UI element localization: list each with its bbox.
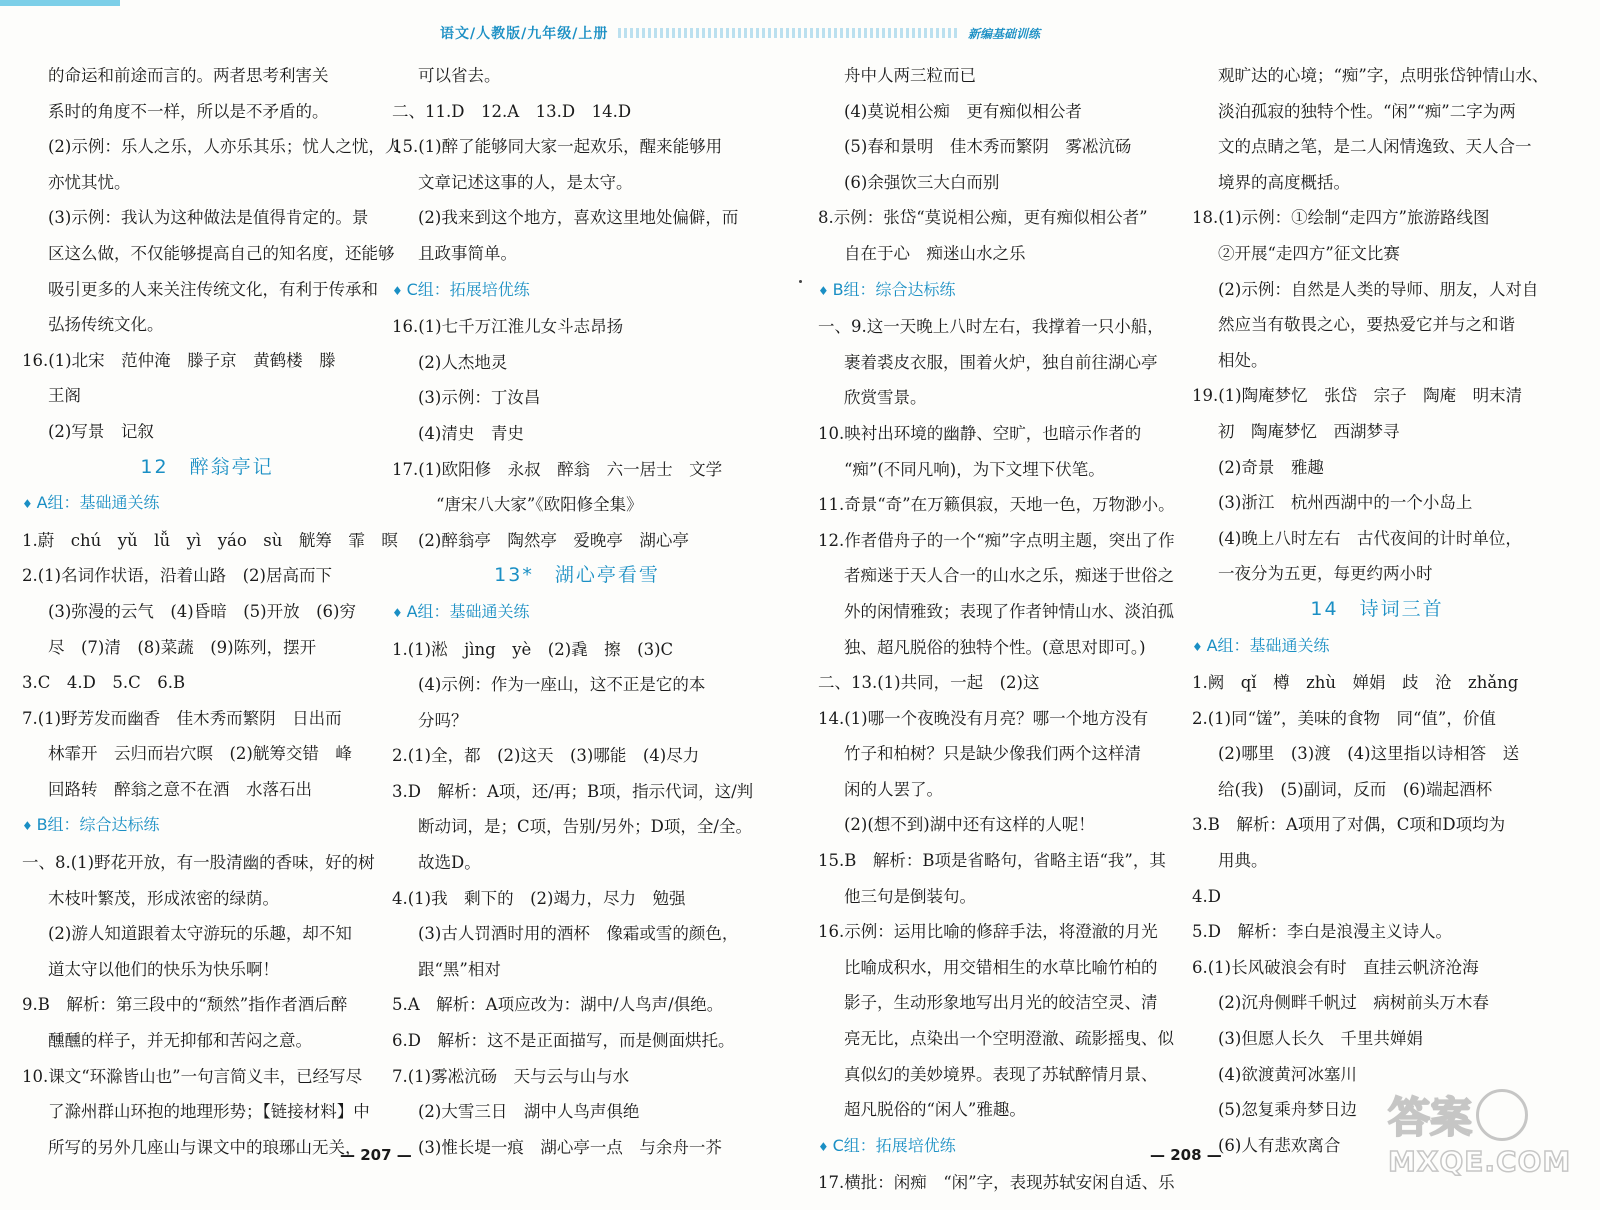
column-4 bbox=[1192, 58, 1562, 1163]
answer-line: 故选D。 bbox=[418, 853, 481, 873]
exercise-group-heading: ♦ C组：拓展培优练 bbox=[392, 272, 762, 310]
answer-line: 10.映衬出环境的幽静、空旷，也暗示作者的 bbox=[818, 423, 1142, 443]
answer-line: (4)示例：作为一座山，这不正是它的本 bbox=[418, 675, 706, 695]
answer-line: 欣赏雪景。 bbox=[844, 388, 927, 408]
answer-line: (2)醉翁亭 陶然亭 爱晚亭 湖心亭 bbox=[418, 530, 689, 550]
lesson-title: 12 醉翁亭记 bbox=[140, 455, 274, 478]
column-1 bbox=[22, 58, 402, 1165]
answer-line: 淡泊孤寂的独特个性。“闲”“痴”二字为两 bbox=[1218, 101, 1516, 121]
exercise-group-heading: ♦ A组：基础通关练 bbox=[392, 594, 762, 632]
answer-line: 给(我) (5)副词，反而 (6)端起酒杯 bbox=[1218, 779, 1493, 799]
answer-line: 2.(1)同“馐”，美味的食物 同“值”，价值 bbox=[1192, 708, 1496, 728]
exercise-group-heading: ♦ B组：综合达标练 bbox=[22, 807, 392, 845]
answer-line: 弘扬传统文化。 bbox=[48, 315, 164, 335]
answer-line: 16.示例：运用比喻的修辞手法，将澄澈的月光 bbox=[818, 922, 1158, 942]
answer-line: 10.课文“环滁皆山也”一句言简义丰，已经写尽 bbox=[22, 1066, 363, 1086]
answer-line: 超凡脱俗的“闲人”雅趣。 bbox=[844, 1100, 1026, 1120]
page-number-right: — 208 — bbox=[1150, 1146, 1222, 1164]
header-series: 新编基础训练 bbox=[967, 26, 1040, 41]
answer-line: 裹着裘皮衣服，围着火炉，独自前往湖心亭 bbox=[844, 352, 1158, 372]
answer-line: 观旷达的心境；“痴”字，点明张岱钟情山水、 bbox=[1218, 66, 1549, 85]
answer-line: (2)我来到这个地方，喜欢这里地处偏僻，而 bbox=[418, 208, 739, 228]
answer-line: (5)春和景明 佳木秀而繁阴 雾凇沆砀 bbox=[844, 137, 1132, 157]
answer-line: 1.(1)淞 jìng yè (2)毳 擦 (3)C bbox=[392, 639, 674, 659]
answer-line: 比喻成积水，用交错相生的水草比喻竹柏的 bbox=[844, 957, 1158, 977]
answer-line: 11.奇景“奇”在万籁俱寂，天地一色，万物渺小。 bbox=[818, 495, 1175, 515]
answer-line: 一夜分为五更，每更约两小时 bbox=[1218, 564, 1433, 584]
answer-line: 境界的高度概括。 bbox=[1218, 172, 1350, 192]
answer-line: 9.B 解析：第三段中的“颓然”指作者酒后醉 bbox=[22, 995, 348, 1015]
answer-line: (3)但愿人长久 千里共婵娟 bbox=[1218, 1029, 1423, 1049]
answer-line: 系时的角度不一样，所以是不矛盾的。 bbox=[48, 101, 329, 121]
answer-line: 断动词，是；C项，告别/另外；D项，全/全。 bbox=[418, 817, 752, 837]
answer-line: ②开展“走四方”征文比赛 bbox=[1218, 243, 1400, 263]
answer-line: 尽 (7)清 (8)菜蔬 (9)陈列，摆开 bbox=[48, 637, 317, 657]
answer-line: 文的点睛之笔，是二人闲情逸致、天人合一 bbox=[1218, 137, 1532, 157]
answer-line: 用典。 bbox=[1218, 851, 1268, 871]
answer-line: “唐宋八大家”《欧阳修全集》 bbox=[436, 495, 643, 515]
answer-line: 文章记述这事的人，是太守。 bbox=[418, 172, 633, 192]
answer-line: 相处。 bbox=[1218, 350, 1268, 370]
answer-line: (4)清史 青史 bbox=[418, 423, 524, 443]
answer-line: (2)奇景 雅趣 bbox=[1218, 457, 1324, 477]
answer-line: (2)沉舟侧畔千帆过 病树前头万木春 bbox=[1218, 993, 1489, 1013]
answer-line: 4.D bbox=[1192, 886, 1221, 906]
answer-line: 亦忧其忧。 bbox=[48, 172, 131, 192]
page-number-left: — 207 — bbox=[340, 1146, 412, 1164]
answer-line: 5.D 解析：李白是浪漫主义诗人。 bbox=[1192, 922, 1452, 942]
answer-line: (3)惟长堤一痕 湖心亭一点 与余舟一芥 bbox=[418, 1137, 722, 1157]
answer-line: 7.(1)雾凇沆砀 天与云与山与水 bbox=[392, 1066, 630, 1086]
answer-line: 跟“黑”相对 bbox=[418, 959, 501, 979]
answer-line: (2)示例：自然是人类的导师、朋友，人对自 bbox=[1218, 279, 1539, 299]
answer-line: 17.横批：闲痴 “闲”字，表现苏轼安闲自适、乐 bbox=[818, 1173, 1175, 1193]
answer-line: 7.(1)野芳发而幽香 佳木秀而繁阴 日出而 bbox=[22, 708, 342, 728]
column-3 bbox=[818, 58, 1188, 1201]
lesson-title: 14 诗词三首 bbox=[1310, 597, 1444, 620]
answer-line: 舟中人两三粒而已 bbox=[844, 66, 976, 85]
answer-line: “痴”(不同凡响)，为下文埋下伏笔。 bbox=[844, 459, 1105, 479]
answer-line: 2.(1)全，都 (2)这天 (3)哪能 (4)尽力 bbox=[392, 746, 700, 766]
answer-line: 竹子和柏树？只是缺少像我们两个这样清 bbox=[844, 744, 1141, 764]
answer-line: 3.C 4.D 5.C 6.B bbox=[22, 673, 186, 693]
answer-line: 真似幻的美妙境界。表现了苏轼醉情月景、 bbox=[844, 1064, 1158, 1084]
answer-line: 且政事简单。 bbox=[418, 243, 517, 263]
answer-line: 17.(1)欧阳修 永叔 醉翁 六一居士 文学 bbox=[392, 459, 723, 479]
answer-line: (4)欲渡黄河冰塞川 bbox=[1218, 1064, 1357, 1084]
answer-line: 王阁 bbox=[48, 386, 81, 406]
answer-line: (3)弥漫的云气 (4)昏暗 (5)开放 (6)穷 bbox=[48, 601, 356, 621]
answer-line: 然应当有敬畏之心，要热爱它并与之和谐 bbox=[1218, 315, 1515, 335]
answer-line: (2)(想不到)湖中还有这样的人呢！ bbox=[844, 815, 1095, 835]
answer-line: 他三句是倒装句。 bbox=[844, 886, 976, 906]
answer-line: 15.(1)醉了能够同大家一起欢乐，醒来能够用 bbox=[392, 137, 723, 157]
answer-line: (2)大雪三日 湖中人鸟声俱绝 bbox=[418, 1102, 640, 1122]
answer-line: 8.示例：张岱“莫说相公痴，更有痴似相公者” bbox=[818, 208, 1148, 228]
answer-line: 木枝叶繁茂，形成浓密的绿荫。 bbox=[48, 888, 279, 908]
lesson-title: 13* 湖心亭看雪 bbox=[494, 564, 660, 587]
answer-line: 所写的另外几座山与课文中的琅琊山无关， bbox=[48, 1137, 362, 1157]
answer-line: 14.(1)哪一个夜晚没有月亮？哪一个地方没有 bbox=[818, 708, 1149, 728]
answer-line: (5)忽复乘舟梦日边 bbox=[1218, 1100, 1357, 1120]
answer-line: 3.B 解析：A项用了对偶，C项和D项均为 bbox=[1192, 815, 1506, 835]
answer-line: (3)示例：丁汝昌 bbox=[418, 388, 541, 408]
answer-line: 1.阙 qǐ 樽 zhù 婵娟 歧 沧 zhǎng bbox=[1192, 673, 1519, 693]
answer-line: (3)浙江 杭州西湖中的一个小岛上 bbox=[1218, 493, 1473, 513]
answer-line: 回路转 醉翁之意不在酒 水落石出 bbox=[48, 779, 312, 799]
answer-line: (2)人杰地灵 bbox=[418, 352, 508, 372]
column-2 bbox=[392, 58, 762, 1165]
answer-line: 亮无比，点染出一个空明澄澈、疏影摇曳、似 bbox=[844, 1029, 1174, 1049]
answer-line: 16.(1)北宋 范仲淹 滕子京 黄鹤楼 滕 bbox=[22, 350, 336, 370]
answer-line: 了滁州群山环抱的地理形势；【链接材料】中 bbox=[48, 1102, 370, 1122]
exercise-group-heading: ♦ B组：综合达标练 bbox=[818, 272, 1188, 310]
answer-line: (2)示例：乐人之乐，人亦乐其乐；忧人之忧，人 bbox=[48, 137, 402, 157]
watermark-logo-text: 答案 bbox=[1388, 1093, 1473, 1142]
answer-line: 可以省去。 bbox=[418, 66, 501, 85]
answer-line: 6.D 解析：这不是正面描写，而是侧面烘托。 bbox=[392, 1031, 735, 1051]
answer-line: (2)游人知道跟着太守游玩的乐趣，却不知 bbox=[48, 924, 352, 944]
answer-line: 分吗？ bbox=[418, 710, 468, 730]
answer-line: 二、13.(1)共同，一起 (2)这 bbox=[818, 673, 1040, 693]
answer-line: 的命运和前途而言的。两者思考利害关 bbox=[48, 66, 329, 85]
answer-line: 12.作者借舟子的一个“痴”字点明主题，突出了作 bbox=[818, 530, 1175, 550]
top-decor-bar bbox=[0, 0, 120, 6]
answer-line: 闲的人罢了。 bbox=[844, 779, 943, 799]
header-subject: 语文/人教版/九年级/上册 bbox=[440, 26, 609, 42]
answer-line: 道太守以他们的快乐为快乐啊！ bbox=[48, 959, 279, 979]
answer-line: 4.(1)我 剩下的 (2)竭力，尽力 勉强 bbox=[392, 888, 686, 908]
header-divider bbox=[618, 28, 958, 38]
answer-line: 醺醺的样子，并无抑郁和苦闷之意。 bbox=[48, 1031, 312, 1051]
answer-line: 自在于心 痴迷山水之乐 bbox=[844, 243, 1026, 263]
answer-line: 外的闲情雅致；表现了作者钟情山水、淡泊孤 bbox=[844, 601, 1174, 621]
page-spine-mark bbox=[799, 280, 802, 283]
answer-line: 6.(1)长风破浪会有时 直挂云帆济沧海 bbox=[1192, 957, 1479, 977]
answer-line: 19.(1)陶庵梦忆 张岱 宗子 陶庵 明末清 bbox=[1192, 386, 1523, 406]
answer-line: (3)古人罚酒时用的酒杯 像霜或雪的颜色， bbox=[418, 924, 739, 944]
answer-line: (4)晚上八时左右 古代夜间的计时单位， bbox=[1218, 528, 1522, 548]
answer-line: 者痴迷于天人合一的山水之乐，痴迷于世俗之 bbox=[844, 566, 1174, 586]
answer-line: 吸引更多的人来关注传统文化，有利于传承和 bbox=[48, 279, 378, 299]
answer-line: 15.B 解析：B项是省略句，省略主语“我”，其 bbox=[818, 851, 1166, 871]
answer-line: 18.(1)示例：①绘制“走四方”旅游路线图 bbox=[1192, 208, 1490, 228]
answer-line: 区这么做，不仅能够提高自己的知名度，还能够 bbox=[48, 243, 395, 263]
answer-line: (4)莫说相公痴 更有痴似相公者 bbox=[844, 101, 1082, 121]
answer-line: 1.蔚 chú yǔ lǚ yì yáo sù 觥筹 霏 暝 bbox=[22, 530, 398, 550]
exercise-group-heading: ♦ A组：基础通关练 bbox=[22, 485, 392, 523]
answer-line: (2)写景 记叙 bbox=[48, 421, 154, 441]
answer-line: 影子，生动形象地写出月光的皎洁空灵、清 bbox=[844, 993, 1158, 1013]
answer-line: (6)余强饮三大白而别 bbox=[844, 172, 1000, 192]
running-header bbox=[440, 22, 1040, 44]
answer-line: 一、8.(1)野花开放，有一股清幽的香味，好的树 bbox=[22, 853, 375, 873]
exercise-group-heading: ♦ A组：基础通关练 bbox=[1192, 628, 1562, 666]
answer-line: 初 陶庵梦忆 西湖梦寻 bbox=[1218, 421, 1400, 441]
answer-line: 5.A 解析：A项应改为：湖中/人鸟声/俱绝。 bbox=[392, 995, 724, 1015]
answer-line: 林霏开 云归而岩穴暝 (2)觥筹交错 峰 bbox=[48, 744, 352, 764]
answer-line: 2.(1)名词作状语，沿着山路 (2)居高而下 bbox=[22, 566, 332, 586]
answer-line: 16.(1)七千万江淮儿女斗志昂扬 bbox=[392, 317, 624, 337]
watermark-url: MXQE.COM bbox=[1388, 1145, 1572, 1178]
answer-line: 独、超凡脱俗的独特个性。(意思对即可。) bbox=[844, 637, 1146, 657]
answer-line: (6)人有悲欢离合 bbox=[1218, 1135, 1341, 1155]
answer-line: 二、11.D 12.A 13.D 14.D bbox=[392, 101, 632, 121]
answer-line: (2)哪里 (3)渡 (4)这里指以诗相答 送 bbox=[1218, 744, 1520, 764]
answer-line: 3.D 解析：A项，还/再；B项，指示代词，这/判 bbox=[392, 781, 754, 801]
answer-line: (3)示例：我认为这种做法是值得肯定的。景 bbox=[48, 208, 369, 228]
exercise-group-heading: ♦ C组：拓展培优练 bbox=[818, 1128, 1188, 1166]
answer-line: 一、9.这一天晚上八时左右，我撑着一只小船， bbox=[818, 317, 1164, 337]
